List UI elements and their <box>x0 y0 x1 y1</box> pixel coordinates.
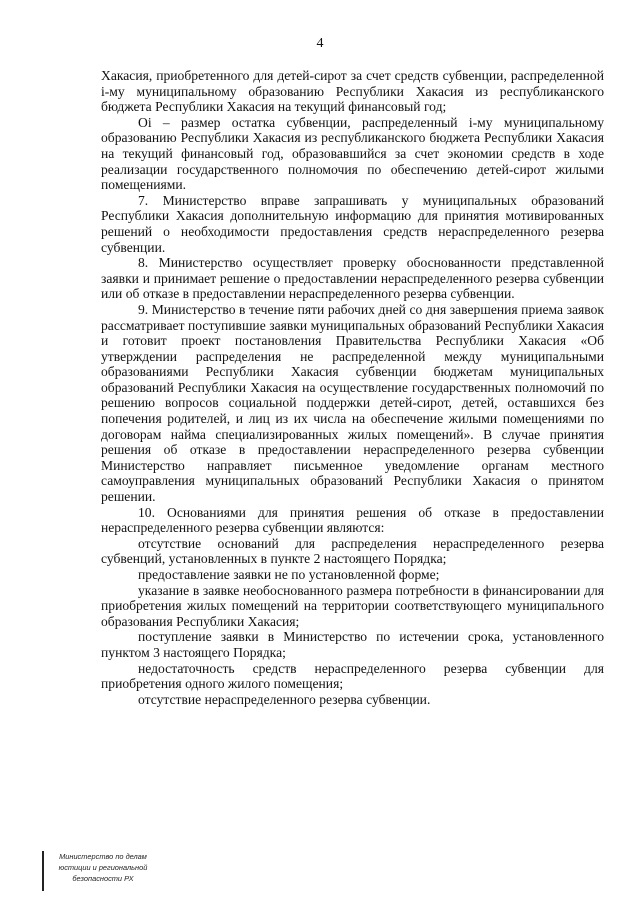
refusal-reason-3: указание в заявке необоснованного размера потребности в финансировании для приобретения жилых помещений на территории соответствующего муниципального образования Республики Хакасия; <box>101 582 604 629</box>
stamp-line-1: Министерство по делам <box>59 852 147 861</box>
stamp-line-3: безопасности РХ <box>72 874 134 883</box>
refusal-reason-5: недостаточность средств нераспределенного резерва субвенции для приобретения одного жилого помещения; <box>101 660 604 692</box>
refusal-reason-1: отсутствие оснований для распределения нераспределенного резерва субвенций, установленных в пункте 2 настоящего Порядка; <box>101 535 604 567</box>
stamp-line-2: юстиции и региональной <box>58 863 148 872</box>
paragraph-item-9: 9. Министерство в течение пяти рабочих дней со дня завершения приема заявок рассматривает поступившие заявки муниципальных образований Республики Хакасия и готовит проект постановления Правительства Республики Хакасия «Об утверждении распределения не распределенной между муниципальными образованиями Республики Хакасия субвенции бюджетам муниципальных образований Республики Хакасия на осуществление государственных полномочий по решению вопросов социальной поддержки детей-сирот, детей, оставшихся без попечения родителей, и лиц из их числа на обеспечение жилыми помещениями по договорам найма специализированных жилых помещений». В случае принятия решения об отказе в предоставлении нераспределенного резерва субвенции Министерство направляет письменное уведомление органам местного самоуправления муниципальных образований Республики Хакасия о принятом решении. <box>101 301 604 505</box>
refusal-reason-4: поступление заявки в Министерство по истечении срока, установленного пунктом 3 настоящего Порядка; <box>101 629 604 660</box>
refusal-reason-6: отсутствие нераспределенного резерва субвенции. <box>138 691 431 707</box>
paragraph-continuation: Хакасия, приобретенного для детей-сирот за счет средств субвенции, распределенной i-му муниципальному образованию Республики Хакасия из республиканского бюджета Республики Хакасия на текущий финансовый год; <box>101 68 604 115</box>
ministry-stamp <box>42 851 158 891</box>
paragraph-item-10: 10. Основаниями для принятия решения об отказе в предоставлении нераспределенного резерва субвенции являются: <box>101 504 604 536</box>
refusal-reason-2: предоставление заявки не по установленной форме; <box>138 567 440 582</box>
paragraph-oi-definition: Оi – размер остатка субвенции, распределенный i-му муниципальному образованию Республики Хакасия из республиканского бюджета Республики Хакасия на текущий финансовый год, образовавшийся за счет экономии средств в ходе реализации государственного полномочия по обеспечению детей-сирот жилыми помещениями. <box>101 114 604 193</box>
document-body <box>101 68 604 707</box>
page-number: 4 <box>316 36 324 51</box>
paragraph-item-8: 8. Министерство осуществляет проверку обоснованности представленной заявки и принимает решение о предоставлении нераспределенного резерва субвенции или об отказе в предоставлении нераспределенного резерва субвенции. <box>101 255 604 302</box>
paragraph-item-7: 7. Министерство вправе запрашивать у муниципальных образований Республики Хакасия дополнительную информацию для принятия мотивированных решений о необходимости предоставления средств нераспределенного резерва субвенции. <box>101 192 604 255</box>
